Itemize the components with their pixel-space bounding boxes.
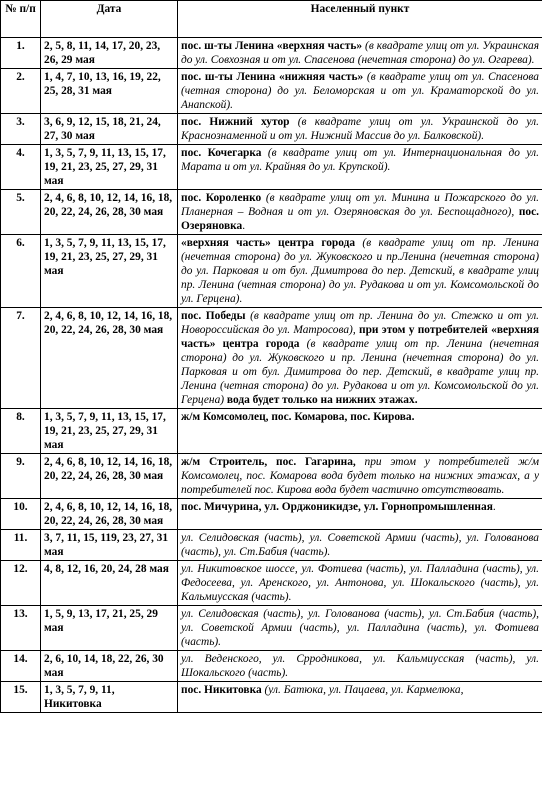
row-place — [178, 454, 542, 499]
table-header-row — [1, 1, 542, 38]
row-number: 9. — [1, 454, 41, 499]
table-row — [1, 409, 542, 454]
row-place — [178, 145, 542, 190]
place-text-segment: пос. Кочегарка — [181, 147, 262, 159]
row-number: 15. — [1, 682, 41, 713]
row-number: 6. — [1, 235, 41, 308]
place-text-segment: (ул. Батюка, ул. Пацаева, ул. Кармелюка, — [261, 684, 464, 696]
table-row — [1, 530, 542, 561]
place-text-segment: (в квадрате улиц от ул. Интернациональная до ул. Марата и от ул. Крайняя до ул. Крупской). — [181, 147, 539, 173]
row-place — [178, 499, 542, 530]
table-row — [1, 651, 542, 682]
row-number: 1. — [1, 38, 41, 69]
place-text-segment: ул. Веденского, ул. Срродникова, ул. Кальмиусская (часть), ул. Шокальского (часть). — [181, 653, 539, 679]
place-text-segment: пос. Никитовка — [181, 684, 262, 696]
row-number: 2. — [1, 69, 41, 114]
place-text-segment: ул. Никитовское шоссе, ул. Фотиева (часть), ул. Палладина (часть), ул. Федосеева, ул. Аренского, ул. Антонова, ул. Шокальского (часть), ул. Кальмиусская (часть). — [181, 563, 539, 603]
row-place — [178, 530, 542, 561]
row-place — [178, 38, 542, 69]
row-number: 4. — [1, 145, 41, 190]
row-dates: 2, 6, 10, 14, 18, 22, 26, 30 мая — [41, 651, 178, 682]
row-place — [178, 606, 542, 651]
place-text-segment: «верхняя часть» центра города — [181, 237, 356, 249]
row-dates: 2, 4, 6, 8, 10, 12, 14, 16, 18, 20, 22, 24, 26, 28, 30 мая — [41, 454, 178, 499]
header-date: Дата — [41, 1, 178, 38]
row-place — [178, 69, 542, 114]
table-row — [1, 682, 542, 713]
row-dates: 2, 4, 6, 8, 10, 12, 14, 16, 18, 20, 22, 24, 26, 28, 30 мая — [41, 308, 178, 409]
row-place — [178, 308, 542, 409]
row-place — [178, 114, 542, 145]
table-row — [1, 561, 542, 606]
row-number: 8. — [1, 409, 41, 454]
row-place — [178, 409, 542, 454]
row-place — [178, 235, 542, 308]
row-number: 11. — [1, 530, 41, 561]
row-place — [178, 561, 542, 606]
row-number: 14. — [1, 651, 41, 682]
place-text-segment: ж/м Комсомолец, пос. Комарова, пос. Кирова. — [181, 411, 415, 423]
place-text-segment: (в квадрате улиц от ул. Спасенова (четная сторона) до ул. Беломорская и от ул. Краматорской до ул. Анапской). — [181, 71, 539, 111]
row-number: 3. — [1, 114, 41, 145]
row-dates: 1, 3, 5, 7, 9, 11, 13, 15, 17, 19, 21, 23, 25, 27, 29, 31 мая — [41, 409, 178, 454]
table-row — [1, 606, 542, 651]
place-text-segment: (в квадрате улиц от ул. Минина и Пожарского до ул. Планерная – Водная и от ул. Озеряновская до ул. Беспощадного), — [181, 192, 539, 218]
place-text-segment: (в квадрате улиц от пр. Ленина (нечетная сторона) до ул. Жуковского и пр.Ленина (нечетная сторона) до ул. Парковая и от бул. Димитрова до пер. Детский, в квадрате улиц пр. Ленина (четная сторона) до ул. Рудакова и от ул. Комсомольской до ул. Герцена). — [181, 237, 539, 305]
row-dates: 1, 3, 5, 7, 9, 11, Никитовка — [41, 682, 178, 713]
place-text-segment: (в квадрате улиц от пр. Ленина до ул. Стежко и от ул. Новороссийская до ул. Матросова), — [181, 310, 540, 336]
place-text-segment: при этом у потребителей «верхняя часть» центра города — [181, 324, 539, 350]
place-text-segment: пос. ш-ты Ленина «верхняя часть» — [181, 40, 363, 52]
row-dates: 1, 3, 5, 7, 9, 11, 13, 15, 17, 19, 21, 23, 25, 27, 29, 31 мая — [41, 235, 178, 308]
row-dates: 4, 8, 12, 16, 20, 24, 28 мая — [41, 561, 178, 606]
place-text-segment: пос. Короленко — [181, 192, 262, 204]
row-place — [178, 190, 542, 235]
place-text-segment: (в квадрате улиц от пр. Ленина (нечетная сторона) до ул. Жуковского и пр. Ленина (нечетная сторона) до ул. Парковая и от бул. Димитрова до пер. Детский, в квадрате улиц пр. Ленина (четная сторона) до ул. Рудакова и от ул. Комсомольской до ул. Герцена) — [181, 338, 540, 406]
row-number: 7. — [1, 308, 41, 409]
row-dates: 2, 4, 6, 8, 10, 12, 14, 16, 18, 20, 22, 24, 26, 28, 30 мая — [41, 190, 178, 235]
place-text-segment: пос. Нижний хутор — [181, 116, 290, 128]
table-row — [1, 69, 542, 114]
header-place: Населенный пункт — [178, 1, 542, 38]
table-row — [1, 454, 542, 499]
row-number: 13. — [1, 606, 41, 651]
row-dates: 3, 7, 11, 15, 119, 23, 27, 31 мая — [41, 530, 178, 561]
place-text-segment: ул. Селидовская (часть), ул. Голованова (часть), ул. Ст.Бабия (часть), ул. Советской Армии (часть), ул. Палладина (часть), ул. Фотиева (часть). — [181, 608, 539, 648]
row-number: 5. — [1, 190, 41, 235]
place-text-segment: пос. Озеряновка — [181, 206, 539, 232]
table-row — [1, 235, 542, 308]
place-text-segment: пос. Победы — [181, 310, 246, 322]
place-text-segment: вода будет только на нижних этажах. — [226, 394, 418, 406]
place-text-segment: ж/м Строитель, пос. Гагарина, — [181, 456, 356, 468]
row-place — [178, 682, 542, 713]
row-number: 12. — [1, 561, 41, 606]
place-text-segment: (в квадрате улиц от ул. Украинская до ул. Совхозная и от ул. Спасенова (нечетная сторона) до ул. Огарева). — [181, 40, 540, 66]
place-text-segment: . — [242, 220, 246, 232]
row-dates: 3, 6, 9, 12, 15, 18, 21, 24, 27, 30 мая — [41, 114, 178, 145]
header-num: № п/п — [1, 1, 41, 38]
place-text-segment: ул. Селидовская (часть), ул. Советской Армии (часть), ул. Голованова (часть), ул. Ст.Бабия (часть). — [181, 532, 539, 558]
row-dates: 2, 4, 6, 8, 10, 12, 14, 16, 18, 20, 22, 24, 26, 28, 30 мая — [41, 499, 178, 530]
place-text-segment: . — [492, 501, 496, 513]
table-row — [1, 38, 542, 69]
table-row — [1, 190, 542, 235]
row-number: 10. — [1, 499, 41, 530]
table-row — [1, 308, 542, 409]
place-text-segment: (в квадрате улиц от ул. Украинской до ул. Краснознаменной и от ул. Нижний Массив до ул. Балковской). — [181, 116, 539, 142]
row-dates: 1, 5, 9, 13, 17, 21, 25, 29 мая — [41, 606, 178, 651]
table-row — [1, 145, 542, 190]
table-row — [1, 114, 542, 145]
row-dates: 2, 5, 8, 11, 14, 17, 20, 23, 26, 29 мая — [41, 38, 178, 69]
place-text-segment: пос. Мичурина, ул. Орджоникидзе, ул. Горнопромышленная — [181, 501, 493, 513]
row-dates: 1, 3, 5, 7, 9, 11, 13, 15, 17, 19, 21, 23, 25, 27, 29, 31 мая — [41, 145, 178, 190]
row-place — [178, 651, 542, 682]
table-row — [1, 499, 542, 530]
place-text-segment: пос. ш-ты Ленина «нижняя часть» — [181, 71, 364, 83]
place-text-segment: при этом у потребителей ж/м Комсомолец, пос. Комарова вода будет только на нижних этажах, а у потребителей пос. Кирова вода будет частично отсутствовать. — [181, 456, 540, 496]
row-dates: 1, 4, 7, 10, 13, 16, 19, 22, 25, 28, 31 мая — [41, 69, 178, 114]
table-body — [1, 38, 542, 713]
